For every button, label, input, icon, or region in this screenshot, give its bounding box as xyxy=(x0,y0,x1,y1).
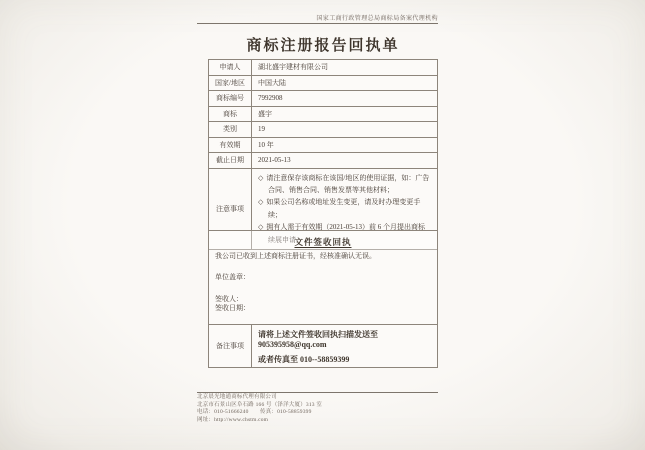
remark-line: 或者传真至 010--58859399 xyxy=(258,355,350,364)
row-label: 商标 xyxy=(209,107,252,122)
row-label: 有效期 xyxy=(209,138,252,153)
receipt-title: 文件签收回执 xyxy=(294,237,352,247)
signer-label: 签收人： xyxy=(215,295,243,303)
notes-label: 注意事项 xyxy=(209,169,252,249)
table-row xyxy=(209,107,437,123)
note-text: 如果公司名称或地址发生变更，请及时办理变更手续； xyxy=(266,198,421,219)
seal-label: 单位盖章： xyxy=(215,273,250,281)
receipt-box xyxy=(208,230,438,368)
row-label: 截止日期 xyxy=(209,153,252,168)
footer-address: 北京市石景山区阜石路 166 号（泽洋大厦）313 室 xyxy=(197,401,323,408)
row-value: 7992908 xyxy=(258,94,283,103)
table-row xyxy=(209,91,437,107)
footer-rule xyxy=(197,392,438,393)
remark-label: 备注事项 xyxy=(209,325,252,367)
row-label: 申请人 xyxy=(209,60,252,75)
diamond-bullet-icon: ◇ xyxy=(258,198,264,207)
page-title: 商标注册报告回执单 xyxy=(246,38,400,54)
remark-line: 请将上述文件签收回执扫描发送至 905395958@qq.com xyxy=(258,330,378,349)
footer-website: 网址：http://www.chstm.com xyxy=(197,416,269,423)
row-value: 盛宇 xyxy=(258,109,272,118)
row-label: 国家/地区 xyxy=(209,76,252,91)
table-row xyxy=(209,60,437,76)
remark-row xyxy=(209,325,437,367)
remark-content xyxy=(252,325,437,367)
sign-date-label: 签收日期： xyxy=(215,304,250,312)
note-item xyxy=(258,196,431,221)
agency-footer xyxy=(197,394,457,424)
table-row xyxy=(209,76,437,92)
agency-filing-note: 国家工商行政管理总局商标局备案代理机构 xyxy=(316,16,438,22)
row-value: 19 xyxy=(258,125,265,134)
table-row xyxy=(209,138,437,154)
row-value: 2021-05-13 xyxy=(258,156,291,165)
note-text: 请注意保存该商标在该国/地区的使用证据，如：广告合同、销售合同、销售发票等其他材料； xyxy=(266,173,430,194)
note-item xyxy=(258,172,431,197)
row-label: 商标编号 xyxy=(209,91,252,106)
receipt-content xyxy=(209,231,437,324)
footer-phone-fax: 电话：010-51666240 传真：010-58859399 xyxy=(197,409,312,416)
footer-company: 北京晨光地通商标代理有限公司 xyxy=(197,394,277,400)
row-value: 湖北盛宇建材有限公司 xyxy=(258,63,328,72)
row-value: 10 年 xyxy=(258,140,274,149)
table-row xyxy=(209,153,437,169)
row-value: 中国大陆 xyxy=(258,78,286,87)
note-text: 拥有人需于有效期（2021-05-13）前 6 个月提出商标续展申请。 xyxy=(266,223,426,244)
diamond-bullet-icon: ◇ xyxy=(258,223,264,232)
table-row xyxy=(209,122,437,138)
header-rule xyxy=(197,23,438,24)
diamond-bullet-icon: ◇ xyxy=(258,173,264,182)
trademark-info-table xyxy=(208,59,438,250)
receipt-confirmation: 我公司已收到上述商标注册证书，经核准确认无误。 xyxy=(215,252,376,260)
row-label: 类别 xyxy=(209,122,252,137)
receipt-main-row xyxy=(209,231,437,325)
